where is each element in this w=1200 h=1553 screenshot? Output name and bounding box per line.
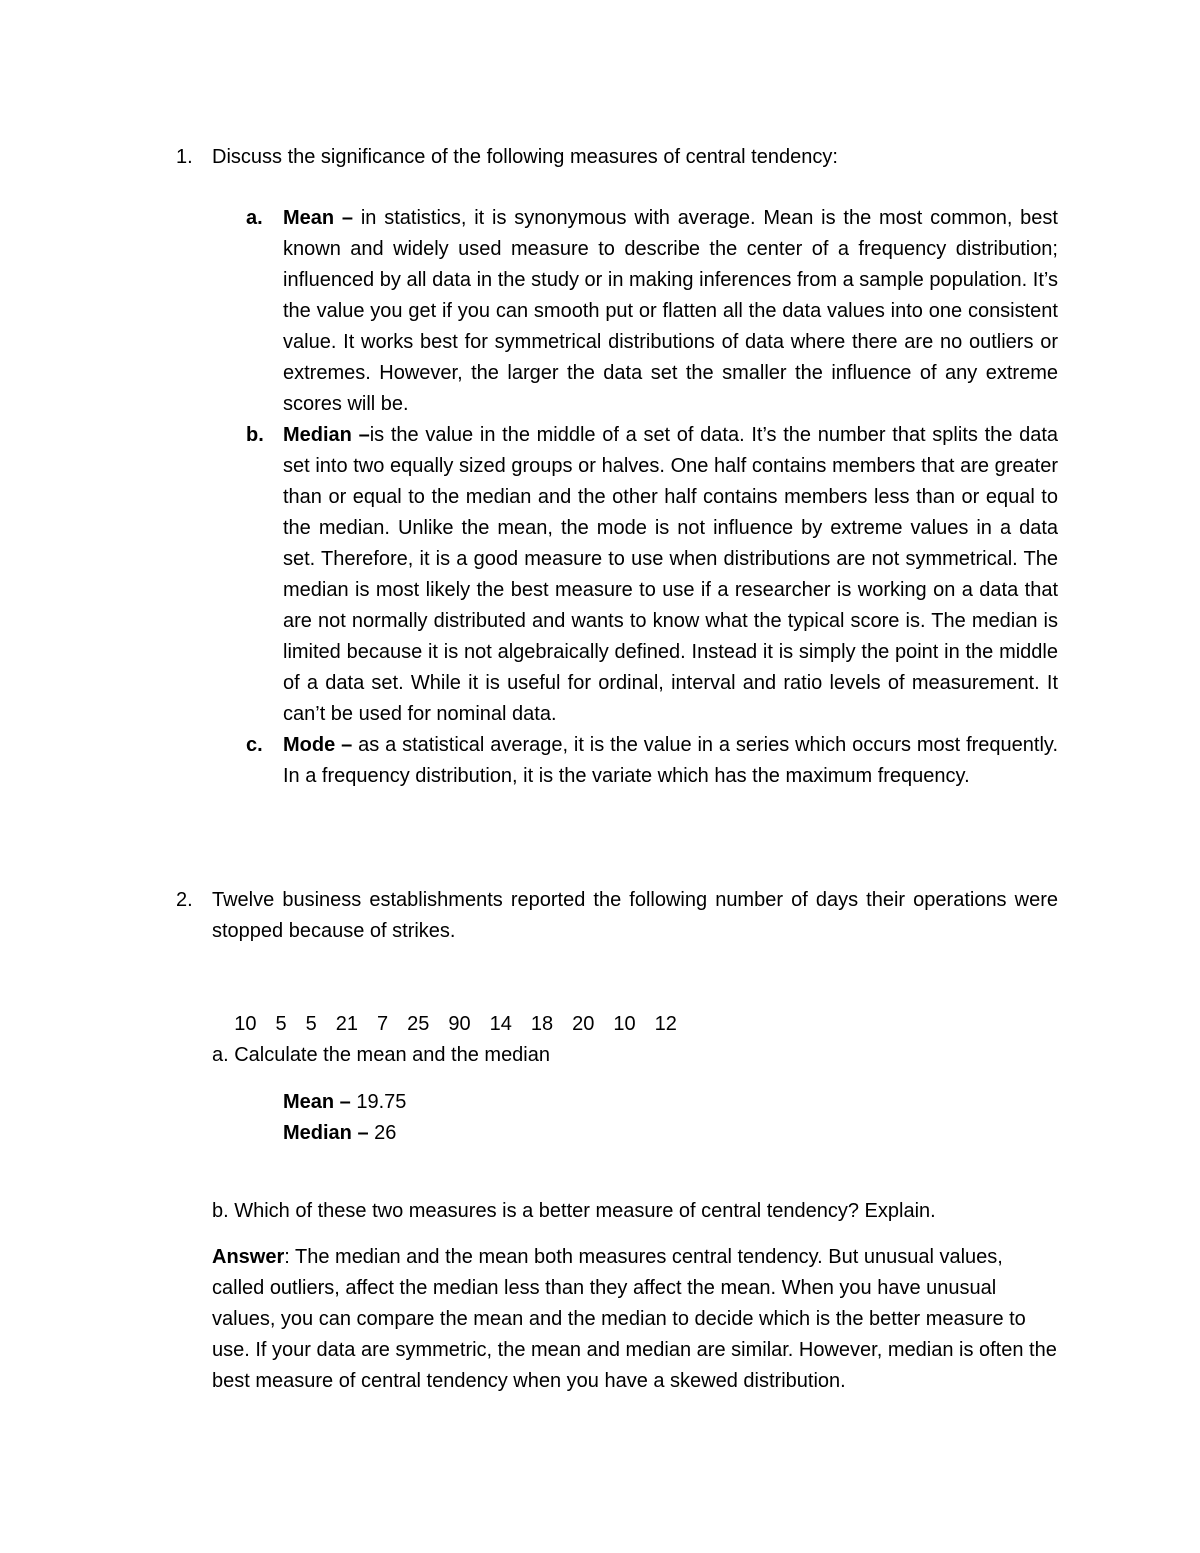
term-mode: Mode [283,734,336,756]
answer-text: The median and the mean both measures central tendency. But unusual values, called outliers, affect the median less than they affect the mean. When you have unusual values, you can compare the mean and the median to decide which is the better measure to use. If your data are symmetric, the mean and median are similar. However, median is often the best measure of central tendency when you have a skewed distribution. [212,1246,1057,1392]
data-value: 25 [407,1013,430,1035]
data-value: 5 [275,1013,287,1035]
definition-median: is the value in the middle of a set of data. It’s the number that splits the data set into two equally sized groups or halves. One half contains members that are greater than or equal to the median and the other half contains members less than or equal to the median. Unlike the mean, the mode is not influence by extreme values in a data set. Therefore, it is a good measure to use when distributions are not symmetrical. The median is most likely the best measure to use if a researcher is working on a data that are not normally distributed and wants to know what the typical score is. The median is limited because it is not algebraically defined. Instead it is simply the point in the middle of a data set. While it is useful for ordinal, interval and ratio levels of measurement. It can’t be used for nominal data. [283,424,1058,725]
definition-mean: in statistics, it is synonymous with average. Mean is the most common, best known and widely used measure to describe the center of a frequency distribution; influenced by all data in the study or in making inferences from a sample population. It’s the value you get if you can smooth put or flatten all the data values into one consistent value. It works best for symmetrical distributions of data where there are no outliers or extremes. However, the larger the data set the smaller the influence of any extreme scores will be. [283,207,1058,415]
data-value: 18 [530,1013,554,1035]
part-a-prompt: a. Calculate the mean and the median [212,1044,550,1066]
term-median: Median [283,424,352,446]
question-1-number: 1. [176,146,193,168]
data-value: 90 [448,1013,471,1035]
answer-paragraph [212,1242,1058,1397]
question-1-sublist [246,203,1058,792]
term-dash: – [334,207,361,229]
data-value: 20 [572,1013,595,1035]
part-b-prompt: b. Which of these two measures is a better measure of central tendency? Explain. [212,1200,936,1222]
data-value: 5 [305,1013,317,1035]
definition-mode: as a statistical average, it is the value in a series which occurs most frequently. In a frequency distribution, it is the variate which has the maximum frequency. [283,734,1058,787]
data-value: 10 [613,1013,636,1035]
sub-item-mode [246,730,1058,792]
sub-item-median [246,420,1058,730]
answer-label: Answer [212,1246,285,1268]
sub-item-mean [246,203,1058,420]
mean-result [283,1087,406,1118]
question-2 [176,885,1058,947]
sub-item-letter: b. [246,424,264,446]
mean-value: 19.75 [356,1091,407,1113]
term-dash: – [351,424,370,446]
mean-dash: – [334,1091,357,1113]
sub-item-letter: c. [246,734,263,756]
question-1 [176,142,1058,173]
sub-item-letter: a. [246,207,263,229]
term-dash: – [335,734,359,756]
answer-colon: : [284,1246,290,1268]
median-dash: – [351,1122,375,1144]
data-value: 21 [335,1013,358,1035]
question-2-number: 2. [176,889,193,911]
data-value: 10 [234,1013,257,1035]
mean-label: Mean [283,1091,335,1113]
question-2-text: Twelve business establishments reported the following number of days their operations were stopped because of strikes. [212,889,1058,942]
question-1-text: Discuss the significance of the following measures of central tendency: [212,146,838,168]
median-label: Median [283,1122,352,1144]
median-value: 26 [374,1122,397,1144]
data-value: 12 [654,1013,677,1035]
median-result [283,1118,396,1149]
data-value: 7 [376,1013,389,1035]
term-mean: Mean [283,207,335,229]
data-value: 14 [489,1013,512,1035]
